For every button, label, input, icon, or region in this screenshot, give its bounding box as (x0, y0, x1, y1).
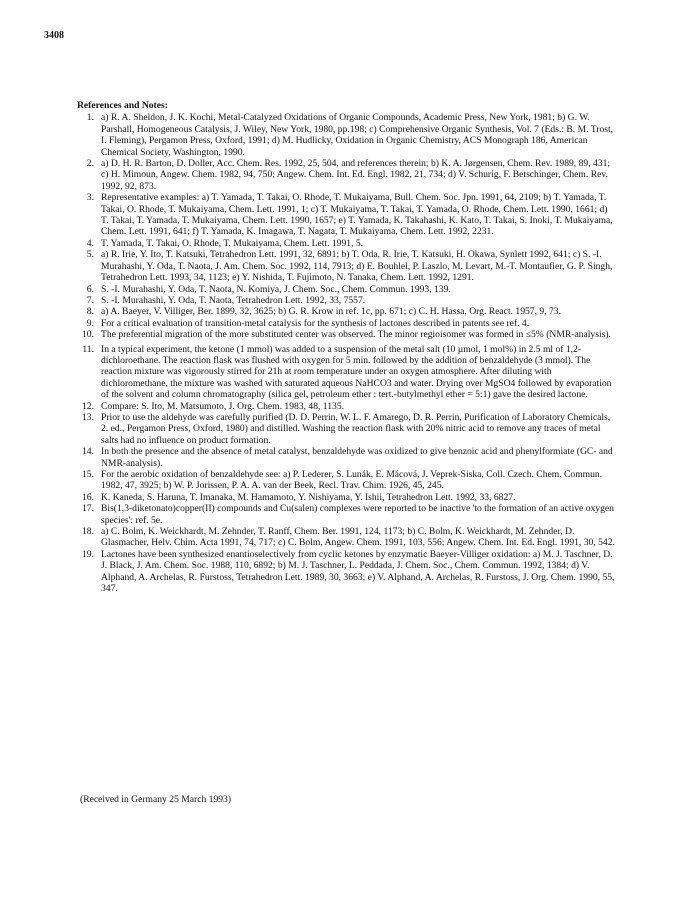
reference-number: 11. (82, 343, 94, 355)
reference-number: 3. (86, 192, 94, 204)
reference-item (77, 401, 617, 412)
reference-number: 9. (86, 317, 94, 329)
reference-item (77, 112, 617, 158)
reference-text: Lactones have been synthesized enantioselectively from cyclic ketones by enzymatic Baeyer-Villiger oxidation: a) M. J. Taschner, D. J. Black, J. Am. Chem. Soc. 1988, 110, 6892; b) M. J. Taschner, L. Peddada, J. Chem. Soc., Chem. Commun. 1992, 1384; d) V. Alphand, A. Archelas, R. Furstoss, Tetrahedron Lett. 1989, 30, 3663; e) V. Alphand, A. Archelas, R. Furstoss, J. Org. Chem. 1990, 55, 347. (101, 548, 615, 595)
reference-text: The preferential migration of the more substituted center was observed. The minor regioisomer was formed in ≤5% (NMR-analysis). (101, 329, 611, 341)
reference-text: S. -I. Murahashi, Y. Oda, T. Naota, N. Komiya, J. Chem. Soc., Chem. Commun. 1993, 139. (101, 283, 451, 295)
reference-text: Prior to use the aldehyde was carefully purified (D. D. Perrin, W. L. F. Amarego, D. R. Perrin, Purification of Laboratory Chemicals, 2. ed., Pergamon Press, Oxford, 1980) and distilled. Washing the reaction flask with 20% nitric acid to remove any traces of metal salts had no influence on product formation. (101, 411, 611, 446)
reference-text: Compare: S. Ito, M. Matsumoto, J. Org. Chem. 1983, 48, 1135. (101, 400, 345, 412)
reference-item (77, 492, 617, 503)
reference-number: 4. (86, 237, 94, 249)
reference-text: a) R. Irie, Y. Ito, T. Katsuki, Tetrahedron Lett. 1991, 32, 6891; b) T. Oda, R. Irie, T. Katsuki, H. Okawa, Synlett 1992, 641; c) S. -I. Murahashi, Y. Oda, T. Naota, J. Am. Chem. Soc. 1992, 114, 7913; d) E. Bouhlel, P. Laszlo, M. Levart, M.-T. Montaufier, G. P. Singh, Tetrahedron Lett. 1993, 34, 1123; e) Y. Nishida, T. Fujimoto, N. Tanaka, Chem. Lett. 1992, 1291. (101, 249, 613, 284)
reference-number: 18. (82, 526, 94, 538)
reference-item (77, 446, 617, 469)
reference-text: In a typical experiment, the ketone (1 mmol) was added to a suspension of the metal salt (10 µmol, 1 mol%) in 2.5 ml of 1,2-dichloroethane. The reaction flask was flushed with oxygen for 5 min. followed by the addition of benzaldehyde (3 mmol). The reaction mixture was vigorously stirred for 21h at room temperature under an oxygen atmosphere. After diluting with dichloromethane, the mixture was washed with saturated aqueous NaHCO3 and water. Drying over MgSO4 followed by evaporation of the solvent and column chromatography (silica gel, petroleum ether : tert.-butylmethyl ether = 5:1) gave the desired lactone. (101, 343, 612, 401)
reference-text: a) R. A. Sheldon, J. K. Kochi, Metal-Catalyzed Oxidations of Organic Compounds, Academic Press, New York, 1981; b) G. W. Parshall, Homogeneous Catalysis, J. Wiley, New York, 1980, pp.198; c) Comprehensive Organic Synthesis, Vol. 7 (Eds.: B. M. Trost, I. Fleming), Pergamon Press, Oxford, 1991; d) M. Hudlicky, Oxidation in Organic Chemistry, ACS Monograph 186, American Chemical Society, Washington, 1990. (101, 112, 614, 158)
reference-item (77, 549, 617, 595)
reference-number: 19. (82, 548, 94, 560)
reference-text: For the aerobic oxidation of benzaldehyde see: a) P. Lederer, S. Lunák, E. Mácová, J. Veprek-Siska, Coll. Czech. Chem. Commun. 1982, 47, 3925; b) W. P. Jorissen, P. A. A. van der Beek, Recl. Trav. Chim. 1926, 45, 245. (101, 469, 603, 492)
reference-number: 8. (86, 306, 94, 318)
references-section (77, 100, 617, 594)
reference-text: S. -I. Murahashi, Y. Oda, T. Naota, Tetrahedron Lett. 1992, 33, 7557. (101, 294, 366, 306)
received-note: (Received in Germany 25 March 1993) (80, 794, 232, 805)
reference-item (77, 249, 617, 283)
reference-item (77, 238, 617, 249)
reference-item (77, 412, 617, 446)
reference-number: 10. (82, 329, 94, 341)
reference-text: T. Yamada, T. Takai, O. Rhode, T. Mukaiyama, Chem. Lett. 1991, 5. (101, 237, 364, 249)
reference-text: Representative examples: a) T. Yamada, T. Takai, O. Rhode, T. Mukaiyama, Bull. Chem. Soc. Jpn. 1991, 64, 2109; b) T. Yamada, T. Takai, O. Rhode, T. Mukaiyama, Chem. Lett. 1991, 1; c) T. Mukaiyama, T. Takai, T. Yamada, O. Rhode, Chem. Lett. 1990, 1661; d) T. Takai, T. Yamada, T. Mukaiyama, Chem. Lett. 1990, 1657; e) T. Yamada, K. Takahashi, K. Kato, T. Takai, S. Inoki, T. Mukaiyama, Chem. Lett. 1991, 641; f) T. Yamada, K. Imagawa, T. Nagata, T. Mukaiyama, Chem. Lett. 1992, 2231. (101, 192, 613, 238)
page-number: 3408 (44, 30, 64, 41)
reference-item (77, 306, 617, 317)
reference-text: a) A. Baeyer, V. Villiger, Ber. 1899, 32, 3625; b) G. R. Krow in ref. 1c, pp. 671; c) C. H. Hassa, Org. React. 1957, 9, 73. (101, 306, 561, 318)
reference-text: For a critical evaluation of transition-metal catalysis for the synthesis of lactones described in patents see ref. 4. (101, 317, 530, 329)
reference-text: K. Kaneda, S. Haruna, T. Imanaka, M. Hamamoto, Y. Nishiyama, Y. Ishii, Tetrahedron Lett. 1992, 33, 6827. (101, 491, 516, 503)
reference-text: In both the presence and the absence of metal catalyst, benzaldehyde was oxidized to give benzoic acid and phenylformiate (GC- and NMR-analysis). (101, 446, 613, 469)
reference-item (77, 503, 617, 526)
reference-item (77, 158, 617, 192)
reference-number: 15. (82, 469, 94, 480)
references-heading: References and Notes: (77, 100, 168, 111)
reference-item (77, 469, 617, 492)
reference-item (77, 295, 617, 306)
reference-number: 1. (86, 112, 94, 124)
reference-number: 2. (86, 158, 94, 170)
reference-text: a) C. Bolm, K. Weickhardt, M. Zehnder, T. Ranff, Chem. Ber. 1991, 124, 1173; b) C. Bolm, K. Weickhardt, M. Zehnder, D. Glasmacher, Helv. Chim. Acta 1991, 74, 717; c) C. Bolm, Angew. Chem. 1991, 103, 556; Angew. Chem. Int. Ed. Engl. 1991, 30, 542. (101, 526, 615, 549)
reference-text: Bis(1,3-diketonato)copper(II) compounds and Cu(salen) complexes were reported to be inactive 'to the formation of an active oxygen species': ref. 5e. (101, 503, 614, 526)
reference-item (77, 318, 617, 329)
reference-number: 17. (82, 503, 94, 515)
reference-number: 6. (86, 283, 94, 295)
reference-item (77, 192, 617, 238)
reference-number: 14. (82, 446, 94, 458)
reference-number: 12. (82, 400, 94, 412)
reference-text: a) D. H. R. Barton, D. Doller, Acc. Chem. Res. 1992, 25, 504, and references therein; b) K. A. Jørgensen, Chem. Rev. 1989, 89, 431; c) H. Mimoun, Angew. Chem. 1982, 94, 750; Angew. Chem. Int. Ed. Engl. 1982, 21, 734; d) V. Schurig, F. Betschinger, Chem. Rev. 1992, 92, 873. (101, 158, 611, 192)
reference-item (77, 526, 617, 549)
reference-number: 13. (82, 411, 94, 423)
reference-number: 7. (86, 294, 94, 306)
reference-number: 5. (86, 249, 94, 261)
reference-item (77, 344, 617, 401)
reference-item (77, 329, 617, 340)
reference-number: 16. (82, 491, 94, 503)
reference-item (77, 284, 617, 295)
